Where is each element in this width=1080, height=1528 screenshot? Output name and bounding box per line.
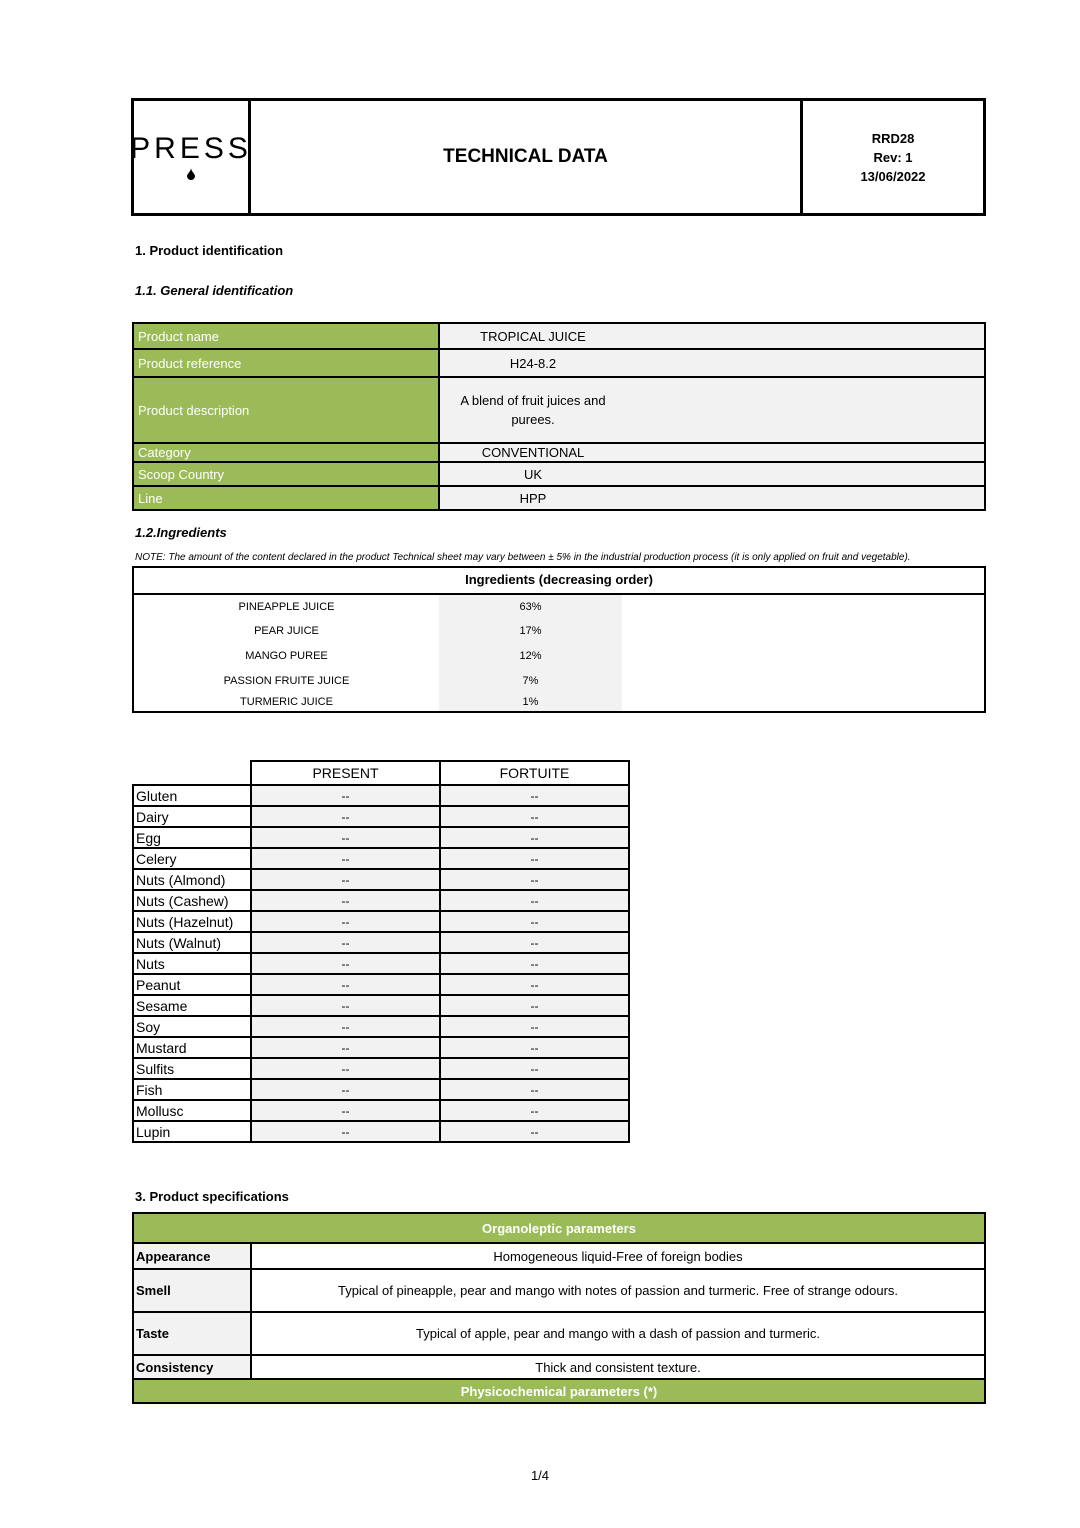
list-item bbox=[134, 595, 984, 619]
doc-date: 13/06/2022 bbox=[860, 168, 926, 184]
ingredients-note: NOTE: The amount of the content declared in the product Technical sheet may vary between ± 5% in the industrial production process (it is only applied on fruit and vegetable). bbox=[135, 552, 911, 563]
allergen-fortuite: -- bbox=[440, 974, 629, 995]
section-1-title: 1. Product identification bbox=[135, 243, 284, 258]
document-header bbox=[131, 98, 986, 216]
value-product-reference: H24-8.2 bbox=[509, 355, 557, 371]
table-row bbox=[133, 1121, 629, 1142]
table-row bbox=[133, 1269, 985, 1312]
table-row bbox=[133, 806, 629, 827]
label-product-reference: Product reference bbox=[133, 349, 439, 377]
label-product-description: Product description bbox=[133, 377, 439, 443]
list-item bbox=[134, 644, 984, 669]
document-title: TECHNICAL DATA bbox=[251, 101, 803, 213]
label-line: Line bbox=[133, 486, 439, 510]
ingredient-percentage: 7% bbox=[439, 669, 622, 694]
allergen-present: -- bbox=[251, 827, 440, 848]
allergen-present: -- bbox=[251, 1100, 440, 1121]
list-item bbox=[134, 669, 984, 694]
table-row bbox=[133, 995, 629, 1016]
value-scoop-country: UK bbox=[523, 466, 543, 482]
table-row bbox=[133, 890, 629, 911]
ingredient-name: TURMERIC JUICE bbox=[240, 696, 333, 708]
spec-value-appearance: Homogeneous liquid-Free of foreign bodies bbox=[251, 1243, 985, 1269]
table-row bbox=[133, 1379, 985, 1403]
label-category: Category bbox=[133, 443, 439, 462]
table-row bbox=[133, 1243, 985, 1269]
allergen-present: -- bbox=[251, 1037, 440, 1058]
allergen-name: Nuts (Almond) bbox=[133, 869, 251, 890]
value-product-name: TROPICAL JUICE bbox=[480, 328, 586, 344]
table-row bbox=[133, 1037, 629, 1058]
allergen-name: Sesame bbox=[133, 995, 251, 1016]
allergen-name: Egg bbox=[133, 827, 251, 848]
value-category: CONVENTIONAL bbox=[481, 445, 585, 460]
allergen-name: Soy bbox=[133, 1016, 251, 1037]
spec-value-taste: Typical of apple, pear and mango with a dash of passion and turmeric. bbox=[251, 1312, 985, 1355]
allergen-name: Sulfits bbox=[133, 1058, 251, 1079]
allergen-present: -- bbox=[251, 806, 440, 827]
section-1-2-title: 1.2.Ingredients bbox=[135, 525, 227, 540]
table-row bbox=[133, 848, 629, 869]
allergen-present: -- bbox=[251, 911, 440, 932]
page-number: 1/4 bbox=[530, 1468, 550, 1483]
allergen-fortuite: -- bbox=[440, 869, 629, 890]
ingredient-name: PINEAPPLE JUICE bbox=[238, 601, 335, 613]
allergen-name: Nuts (Walnut) bbox=[133, 932, 251, 953]
allergen-name: Nuts (Hazelnut) bbox=[133, 911, 251, 932]
allergen-name: Nuts bbox=[133, 953, 251, 974]
table-row bbox=[133, 377, 985, 443]
ingredient-percentage: 1% bbox=[439, 694, 622, 711]
allergen-present: -- bbox=[251, 1079, 440, 1100]
allergen-name: Lupin bbox=[133, 1121, 251, 1142]
allergen-fortuite: -- bbox=[440, 1100, 629, 1121]
allergen-name: Celery bbox=[133, 848, 251, 869]
allergen-fortuite: -- bbox=[440, 848, 629, 869]
table-row bbox=[133, 1312, 985, 1355]
table-row bbox=[133, 1079, 629, 1100]
value-line: HPP bbox=[519, 490, 547, 506]
allergen-present: -- bbox=[251, 890, 440, 911]
table-row bbox=[133, 911, 629, 932]
table-row bbox=[133, 1016, 629, 1037]
press-logo bbox=[130, 101, 252, 213]
section-1-1-title: 1.1. General identification bbox=[135, 283, 294, 298]
ingredient-percentage: 12% bbox=[439, 644, 622, 669]
allergen-fortuite: -- bbox=[440, 1058, 629, 1079]
table-row bbox=[133, 869, 629, 890]
column-present: PRESENT bbox=[251, 761, 440, 785]
ingredient-percentage: 63% bbox=[439, 595, 622, 619]
allergen-name: Mollusc bbox=[133, 1100, 251, 1121]
table-row bbox=[133, 785, 629, 806]
general-identification-table bbox=[132, 322, 986, 511]
physicochemical-header: Physicochemical parameters (*) bbox=[133, 1379, 985, 1403]
drop-icon bbox=[186, 168, 196, 180]
logo-text: PRESS bbox=[130, 132, 252, 165]
allergen-present: -- bbox=[251, 974, 440, 995]
allergen-fortuite: -- bbox=[440, 1121, 629, 1142]
allergen-fortuite: -- bbox=[440, 785, 629, 806]
table-row bbox=[133, 1355, 985, 1379]
allergen-present: -- bbox=[251, 848, 440, 869]
allergen-fortuite: -- bbox=[440, 1016, 629, 1037]
allergen-present: -- bbox=[251, 1121, 440, 1142]
allergen-name: Peanut bbox=[133, 974, 251, 995]
table-row bbox=[133, 1058, 629, 1079]
table-row bbox=[133, 462, 985, 486]
allergen-present: -- bbox=[251, 995, 440, 1016]
list-item bbox=[134, 619, 984, 644]
allergen-fortuite: -- bbox=[440, 1079, 629, 1100]
table-row bbox=[133, 953, 629, 974]
table-row bbox=[133, 827, 629, 848]
allergen-name: Nuts (Cashew) bbox=[133, 890, 251, 911]
allergen-present: -- bbox=[251, 869, 440, 890]
allergen-present: -- bbox=[251, 1016, 440, 1037]
allergen-fortuite: -- bbox=[440, 1037, 629, 1058]
ingredients-table bbox=[132, 566, 986, 713]
specifications-table bbox=[132, 1212, 986, 1404]
organoleptic-header: Organoleptic parameters bbox=[133, 1213, 985, 1243]
spec-value-consistency: Thick and consistent texture. bbox=[251, 1355, 985, 1379]
allergen-fortuite: -- bbox=[440, 827, 629, 848]
ingredient-name: MANGO PUREE bbox=[245, 650, 328, 662]
document-meta bbox=[803, 101, 983, 213]
allergens-table bbox=[132, 760, 630, 1143]
list-item bbox=[134, 694, 984, 711]
allergen-fortuite: -- bbox=[440, 911, 629, 932]
ingredients-header: Ingredients (decreasing order) bbox=[134, 568, 984, 595]
allergen-fortuite: -- bbox=[440, 995, 629, 1016]
label-product-name: Product name bbox=[133, 323, 439, 349]
table-row bbox=[133, 486, 985, 510]
allergen-present: -- bbox=[251, 932, 440, 953]
ingredient-name: PEAR JUICE bbox=[254, 625, 319, 637]
allergen-name: Fish bbox=[133, 1079, 251, 1100]
allergen-name: Gluten bbox=[133, 785, 251, 806]
allergen-present: -- bbox=[251, 1058, 440, 1079]
label-scoop-country: Scoop Country bbox=[133, 462, 439, 486]
allergen-present: -- bbox=[251, 953, 440, 974]
spec-value-smell: Typical of pineapple, pear and mango with notes of passion and turmeric. Free of strange odours. bbox=[251, 1269, 985, 1312]
allergens-header-row bbox=[133, 761, 629, 785]
doc-revision: Rev: 1 bbox=[873, 149, 913, 165]
spec-label-smell: Smell bbox=[133, 1269, 251, 1312]
spec-label-consistency: Consistency bbox=[133, 1355, 251, 1379]
column-fortuite: FORTUITE bbox=[440, 761, 629, 785]
section-3-title: 3. Product specifications bbox=[135, 1189, 289, 1204]
table-row bbox=[133, 323, 985, 349]
doc-code: RRD28 bbox=[871, 130, 915, 146]
allergen-fortuite: -- bbox=[440, 932, 629, 953]
table-row bbox=[133, 1213, 985, 1243]
table-row bbox=[133, 443, 985, 462]
table-row bbox=[133, 1100, 629, 1121]
value-product-description: A blend of fruit juices and purees. bbox=[460, 393, 606, 427]
allergen-fortuite: -- bbox=[440, 890, 629, 911]
allergen-name: Dairy bbox=[133, 806, 251, 827]
ingredient-percentage: 17% bbox=[439, 619, 622, 644]
spec-label-taste: Taste bbox=[133, 1312, 251, 1355]
allergen-fortuite: -- bbox=[440, 953, 629, 974]
allergen-name: Mustard bbox=[133, 1037, 251, 1058]
spec-label-appearance: Appearance bbox=[133, 1243, 251, 1269]
table-row bbox=[133, 349, 985, 377]
allergen-present: -- bbox=[251, 785, 440, 806]
ingredient-name: PASSION FRUITE JUICE bbox=[223, 675, 350, 687]
table-row bbox=[133, 974, 629, 995]
allergen-fortuite: -- bbox=[440, 806, 629, 827]
table-row bbox=[133, 932, 629, 953]
